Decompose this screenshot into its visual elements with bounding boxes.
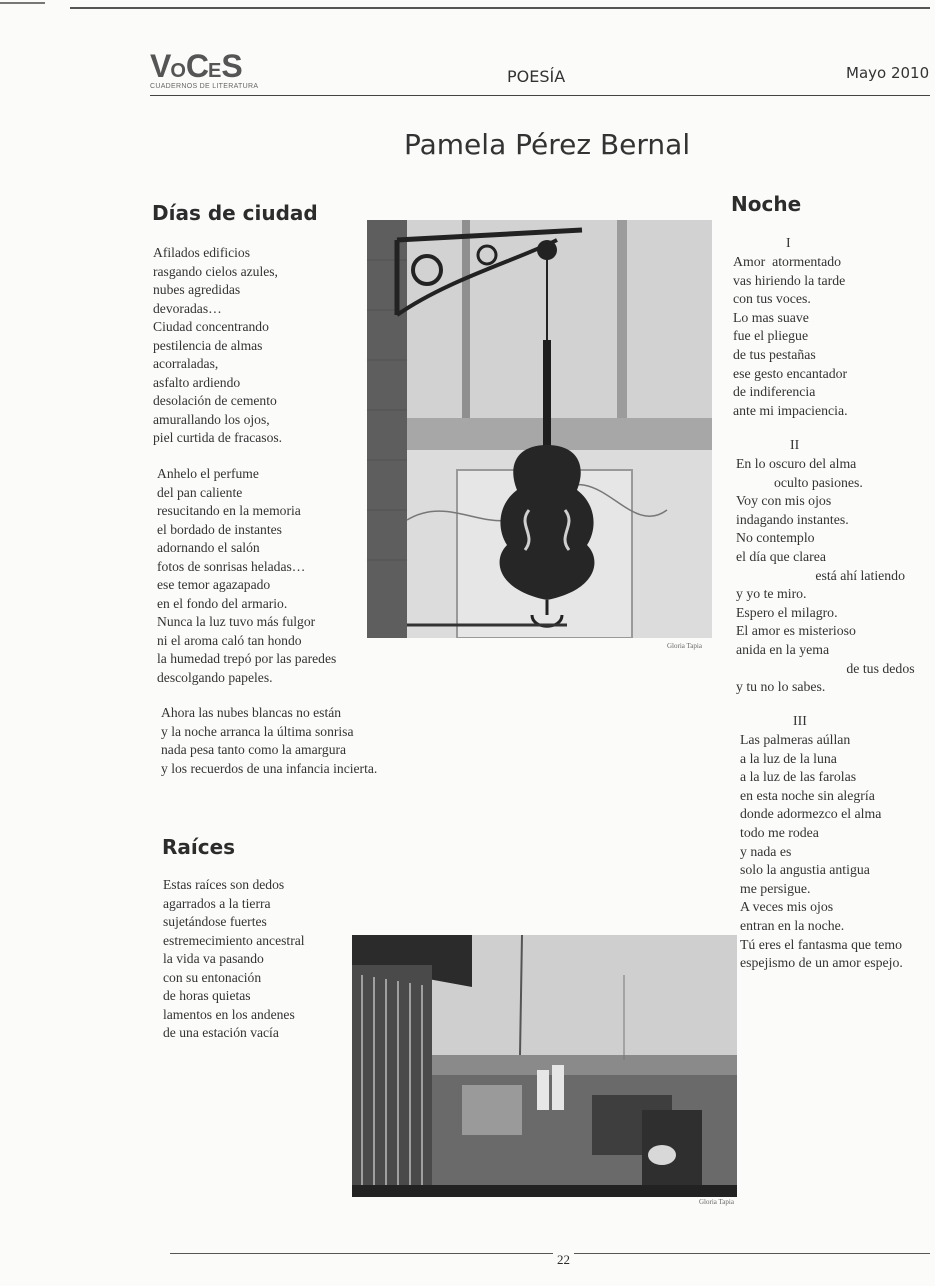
noche-part-3-number: III (793, 713, 807, 728)
top-edge-rule (0, 2, 45, 4)
photo1-credit: Gloria Tapia (667, 642, 702, 650)
footer-rule (170, 1253, 930, 1254)
poem-stanza-3: Ahora las nubes blancas no están y la noche arranca la última sonrisa nada pesa tanto como la amargura y los recuerdos de una infancia incierta. (161, 705, 378, 776)
poem-title-noche: Noche (731, 192, 802, 216)
cello-sign-illustration (367, 220, 712, 638)
page-number: 22 (553, 1252, 574, 1268)
poem-title-dias-de-ciudad: Días de ciudad (152, 201, 318, 225)
noche-part-1: Amor atormentado vas hiriendo la tarde con tus voces. Lo mas suave fue el pliegue de tus pestañas ese gesto encantador de indiferencia ante mi impaciencia. (733, 254, 848, 418)
noche-part-1-number: I (786, 235, 791, 250)
photo2-credit: Gloria Tapia (699, 1198, 734, 1206)
header-rule (150, 95, 930, 96)
poem-title-raices: Raíces (162, 835, 236, 859)
section-label: POESÍA (507, 67, 566, 86)
photo-rooftops (352, 935, 737, 1197)
noche-part-2-number: II (790, 437, 800, 452)
logo-subtitle: CUADERNOS DE LITERATURA (150, 83, 259, 90)
rooftops-illustration (352, 935, 737, 1197)
poem-stanza-2: Anhelo el perfume del pan caliente resucitando en la memoria el bordado de instantes adornando el salón fotos de sonrisas heladas… ese temor agazapado en el fondo del armario. Nunca la luz tuvo más fulgor ni el aroma caló tan hondo la humedad trepó por las paredes descolgando papeles. (157, 466, 337, 685)
noche-part-3: Las palmeras aúllan a la luz de la luna a la luz de las farolas en esta noche sin alegría donde adormezco el alma todo me rodea y nada es solo la angustia antigua me persigue. A veces mis ojos entran en la noche. Tú eres el fantasma que temo espejismo de un amor espejo. (740, 732, 903, 971)
author-name: Pamela Pérez Bernal (404, 128, 691, 161)
photo-cello-sign (367, 220, 712, 638)
issue-date: Mayo 2010 (846, 64, 930, 82)
poem-raices-text: Estas raíces son dedos agarrados a la tierra sujetándose fuertes estremecimiento ancestral la vida va pasando con su entonación de horas quietas lamentos en los andenes de una estación vacía (163, 877, 305, 1040)
top-rule (70, 7, 930, 9)
noche-part-2: En lo oscuro del alma oculto pasiones. Voy con mis ojos indagando instantes. No contemplo el día que clarea está ahí latiendo y yo te miro. Espero el milagro. El amor es misterioso anida en la yema de tus dedos y tu no lo sabes. (736, 456, 915, 695)
logo: VOCES (150, 48, 242, 84)
poem-stanza-1: Afilados edificios rasgando cielos azules, nubes agredidas devoradas… Ciudad concentrando pestilencia de almas acorraladas, asfalto ardiendo desolación de cemento amurallando los ojos, piel curtida de fracasos. (153, 245, 283, 445)
